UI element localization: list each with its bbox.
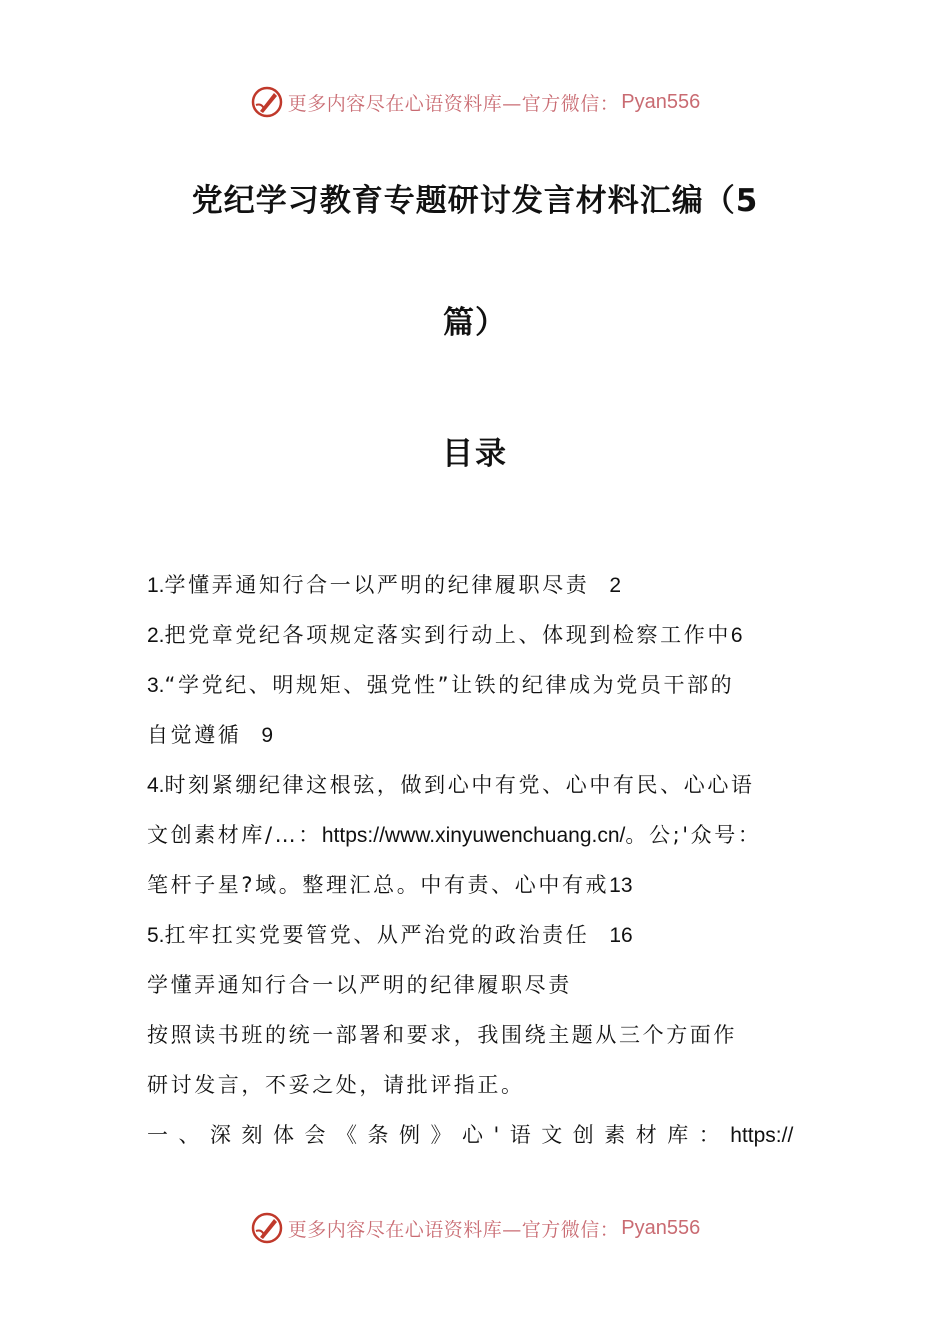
toc-item-number: 2. (147, 624, 165, 647)
section-title: 学懂弄通知行合一以严明的纪律履职尽责 (147, 973, 572, 997)
watermark-wechat-id: Pyan556 (621, 1216, 701, 1239)
quill-pen-logo-icon (250, 1211, 284, 1245)
toc-item-page: 6 (730, 624, 743, 647)
toc-item-text: “学党纪、明规矩、强党性”让铁的纪律成为党员干部的 (164, 673, 735, 697)
section-heading-text: 一、深刻体会《条例》心'语文创素材库： (147, 1123, 731, 1147)
toc-item-text: 时刻紧绷纪律这根弦，做到心中有党、心中有民、心心语 (164, 773, 755, 797)
toc-item-3-continued[interactable] (147, 710, 827, 760)
toc-item-text-cont: 笔杆子星?域。整理汇总。中有责、心中有戒 (147, 873, 610, 897)
toc-item-text-cont: 文创素材库/…： (147, 823, 322, 847)
toc-item-number: 5. (147, 924, 165, 947)
toc-heading: 目录 (442, 436, 508, 472)
toc-item-page: 13 (609, 874, 633, 897)
document-body (147, 560, 827, 1160)
toc-item-number: 1. (147, 574, 165, 597)
header-watermark (0, 82, 950, 122)
toc-item-page: 16 (609, 924, 633, 947)
document-title-line1: 党纪学习教育专题研讨发言材料汇编（5 (191, 183, 759, 219)
paragraph-line: 研讨发言，不妥之处，请批评指正。 (147, 1073, 525, 1097)
toc-item-text-cont: 自觉遵循 (147, 723, 242, 747)
section-heading-1 (147, 1110, 827, 1160)
quill-pen-logo-icon (250, 85, 284, 119)
toc-item-5[interactable] (147, 910, 827, 960)
watermark-text: 更多内容尽在心语资料库—官方微信： (287, 1218, 620, 1241)
toc-item-text: 扛牢扛实党要管党、从严治党的政治责任 (164, 923, 590, 947)
toc-item-2[interactable] (147, 610, 827, 660)
toc-item-4-continued[interactable] (147, 810, 827, 860)
website-link[interactable]: https://www.xinyuwenchuang.cn/ (321, 824, 626, 847)
toc-item-1[interactable] (147, 560, 827, 610)
website-link[interactable]: https:// (730, 1124, 794, 1147)
toc-item-4-continued-2[interactable] (147, 860, 827, 910)
toc-item-number: 3. (147, 674, 165, 697)
watermark-wechat-id: Pyan556 (621, 90, 701, 113)
toc-item-page: 2 (609, 574, 622, 597)
toc-item-number: 4. (147, 774, 165, 797)
toc-item-text-cont: 。公;'众号： (625, 823, 762, 847)
toc-item-text: 把党章党纪各项规定落实到行动上、体现到检察工作中 (164, 623, 731, 647)
watermark-text: 更多内容尽在心语资料库—官方微信： (287, 92, 620, 115)
toc-item-4[interactable] (147, 760, 827, 810)
document-title-line2: 篇） (443, 305, 507, 341)
paragraph-line: 按照读书班的统一部署和要求，我围绕主题从三个方面作 (147, 1023, 737, 1047)
toc-item-3[interactable] (147, 660, 827, 710)
toc-item-page: 9 (261, 724, 274, 747)
footer-watermark (0, 1208, 950, 1248)
toc-item-text: 学懂弄通知行合一以严明的纪律履职尽责 (164, 573, 590, 597)
